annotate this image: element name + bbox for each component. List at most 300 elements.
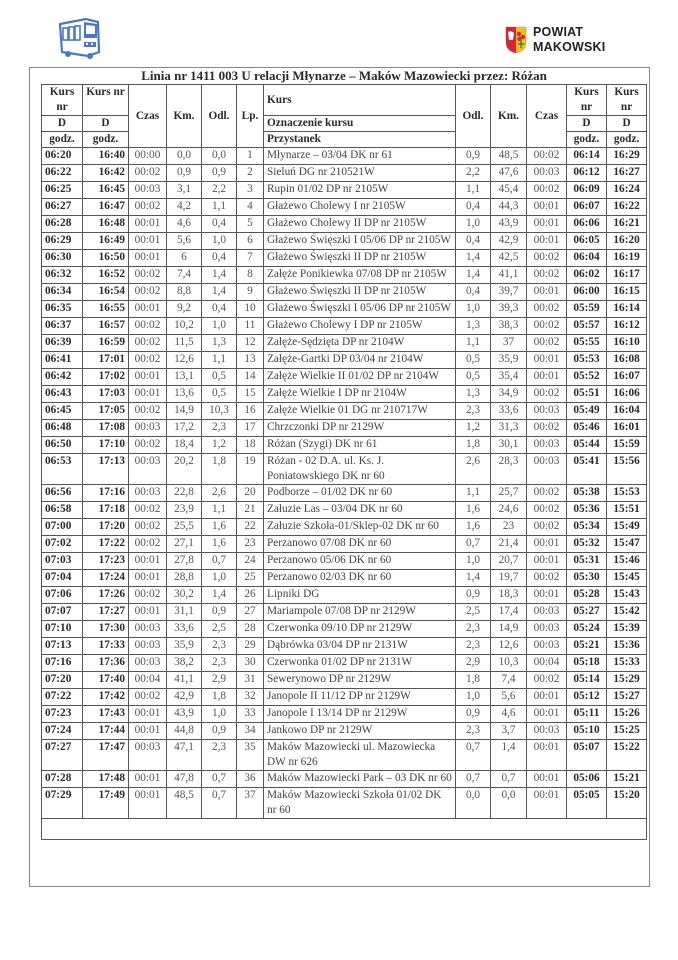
travel-time: 00:01	[129, 553, 167, 570]
km-cumulative: 5,6	[167, 233, 202, 250]
km-cumulative: 35,9	[167, 638, 202, 655]
table-row	[42, 250, 647, 267]
header-kurs-nr-3: Kurs nr	[567, 85, 607, 116]
departure-time-1: 06:20	[42, 148, 83, 165]
km-return: 7,4	[491, 672, 527, 689]
return-time-2: 16:19	[607, 250, 647, 267]
stop-name: Dąbrówka 03/04 DP nr 2131W	[264, 638, 456, 655]
km-cumulative: 30,2	[167, 587, 202, 604]
return-time-1: 06:02	[567, 267, 607, 284]
return-time-1: 06:05	[567, 233, 607, 250]
travel-time-return: 00:01	[527, 788, 567, 819]
travel-time-return: 00:02	[527, 267, 567, 284]
stop-name: Mariampole 07/08 DP nr 2129W	[264, 604, 456, 621]
return-time-1: 06:06	[567, 216, 607, 233]
table-row	[42, 536, 647, 553]
km-cumulative: 13,1	[167, 369, 202, 386]
km-return: 44,3	[491, 199, 527, 216]
table-row	[42, 604, 647, 621]
km-cumulative: 38,2	[167, 655, 202, 672]
km-cumulative: 4,6	[167, 216, 202, 233]
departure-time-2: 16:57	[83, 318, 129, 335]
header-d-3: D	[567, 116, 607, 132]
travel-time: 00:01	[129, 216, 167, 233]
km-cumulative: 0,9	[167, 165, 202, 182]
travel-time-return: 00:02	[527, 148, 567, 165]
bus-icon	[56, 16, 102, 60]
km-return: 42,5	[491, 250, 527, 267]
stop-number: 31	[237, 672, 264, 689]
header-przystanek: Przystanek	[264, 132, 456, 148]
km-return: 0,7	[491, 771, 527, 788]
timetable	[41, 68, 647, 840]
km-return: 5,6	[491, 689, 527, 706]
km-return: 12,6	[491, 638, 527, 655]
km-return: 34,9	[491, 386, 527, 403]
travel-time-return: 00:03	[527, 437, 567, 454]
stop-number: 18	[237, 437, 264, 454]
travel-time: 00:02	[129, 267, 167, 284]
stop-name: Różan (Szygi) DK nr 61	[264, 437, 456, 454]
table-row	[42, 672, 647, 689]
return-time-1: 05:24	[567, 621, 607, 638]
table-row	[42, 233, 647, 250]
distance: 1,0	[202, 570, 237, 587]
stop-number: 21	[237, 502, 264, 519]
return-time-1: 05:07	[567, 740, 607, 771]
table-row	[42, 403, 647, 420]
distance-return: 2,3	[456, 723, 491, 740]
table-row	[42, 420, 647, 437]
return-time-1: 05:46	[567, 420, 607, 437]
stop-number: 7	[237, 250, 264, 267]
departure-time-1: 07:27	[42, 740, 83, 771]
travel-time-return: 00:01	[527, 706, 567, 723]
return-time-1: 05:44	[567, 437, 607, 454]
departure-time-1: 06:45	[42, 403, 83, 420]
stop-number: 33	[237, 706, 264, 723]
distance: 1,0	[202, 706, 237, 723]
travel-time: 00:02	[129, 199, 167, 216]
stop-number: 11	[237, 318, 264, 335]
distance: 2,3	[202, 638, 237, 655]
distance-return: 2,6	[456, 454, 491, 485]
return-time-1: 05:34	[567, 519, 607, 536]
km-return: 0,0	[491, 788, 527, 819]
stop-name: Sewerynowo DP nr 2129W	[264, 672, 456, 689]
return-time-2: 16:14	[607, 301, 647, 318]
stop-name: Jankowo DP nr 2129W	[264, 723, 456, 740]
travel-time-return: 00:02	[527, 386, 567, 403]
header-czas: Czas	[129, 85, 167, 148]
distance-return: 1,0	[456, 689, 491, 706]
return-time-1: 05:49	[567, 403, 607, 420]
timetable-title: Linia nr 1411 003 U relacji Młynarze – Maków Mazowiecki przez: Różan	[42, 68, 647, 85]
stop-name: Głażewo Cholewy I DP nr 2105W	[264, 318, 456, 335]
table-row	[42, 638, 647, 655]
departure-time-2: 17:26	[83, 587, 129, 604]
stop-name: Lipniki DG	[264, 587, 456, 604]
stop-number: 17	[237, 420, 264, 437]
distance: 1,1	[202, 352, 237, 369]
distance: 2,5	[202, 621, 237, 638]
stop-number: 25	[237, 570, 264, 587]
km-return: 42,9	[491, 233, 527, 250]
travel-time: 00:03	[129, 485, 167, 502]
table-row	[42, 386, 647, 403]
travel-time: 00:03	[129, 638, 167, 655]
stop-name: Głażewo Święszki II DP nr 2105W	[264, 250, 456, 267]
table-row	[42, 284, 647, 301]
stop-number: 10	[237, 301, 264, 318]
table-row	[42, 165, 647, 182]
stop-name: Załęże Wielkie 01 DG nr 210717W	[264, 403, 456, 420]
travel-time: 00:03	[129, 655, 167, 672]
return-time-2: 15:49	[607, 519, 647, 536]
departure-time-1: 06:22	[42, 165, 83, 182]
return-time-1: 06:07	[567, 199, 607, 216]
distance-return: 0,9	[456, 148, 491, 165]
stop-number: 19	[237, 454, 264, 485]
km-return: 20,7	[491, 553, 527, 570]
km-cumulative: 25,5	[167, 519, 202, 536]
stop-number: 4	[237, 199, 264, 216]
departure-time-2: 16:40	[83, 148, 129, 165]
km-cumulative: 27,1	[167, 536, 202, 553]
distance: 2,3	[202, 740, 237, 771]
distance: 0,7	[202, 553, 237, 570]
return-time-2: 16:01	[607, 420, 647, 437]
blank-row	[42, 819, 647, 840]
stop-name: Załęże Wielkie II 01/02 DP nr 2104W	[264, 369, 456, 386]
return-time-1: 06:04	[567, 250, 607, 267]
stop-number: 6	[237, 233, 264, 250]
return-time-1: 05:53	[567, 352, 607, 369]
return-time-1: 05:14	[567, 672, 607, 689]
km-cumulative: 10,2	[167, 318, 202, 335]
departure-time-1: 06:56	[42, 485, 83, 502]
stop-number: 9	[237, 284, 264, 301]
departure-time-1: 06:32	[42, 267, 83, 284]
stop-number: 28	[237, 621, 264, 638]
km-cumulative: 11,5	[167, 335, 202, 352]
return-time-1: 05:55	[567, 335, 607, 352]
travel-time: 00:02	[129, 587, 167, 604]
return-time-1: 05:32	[567, 536, 607, 553]
table-row	[42, 689, 647, 706]
travel-time-return: 00:01	[527, 284, 567, 301]
travel-time: 00:04	[129, 672, 167, 689]
logo-line-2: MAKOWSKI	[533, 40, 606, 54]
distance: 1,8	[202, 454, 237, 485]
stop-number: 23	[237, 536, 264, 553]
departure-time-2: 17:02	[83, 369, 129, 386]
departure-time-1: 07:22	[42, 689, 83, 706]
departure-time-2: 17:27	[83, 604, 129, 621]
return-time-2: 16:22	[607, 199, 647, 216]
km-cumulative: 44,8	[167, 723, 202, 740]
departure-time-1: 07:28	[42, 771, 83, 788]
km-return: 48,5	[491, 148, 527, 165]
return-time-2: 15:20	[607, 788, 647, 819]
km-cumulative: 27,8	[167, 553, 202, 570]
table-row	[42, 437, 647, 454]
travel-time: 00:03	[129, 420, 167, 437]
km-cumulative: 48,5	[167, 788, 202, 819]
return-time-2: 15:56	[607, 454, 647, 485]
travel-time: 00:02	[129, 284, 167, 301]
return-time-1: 05:51	[567, 386, 607, 403]
stop-number: 14	[237, 369, 264, 386]
departure-time-2: 17:18	[83, 502, 129, 519]
stop-number: 36	[237, 771, 264, 788]
stop-name: Załęże-Sędzięta DP nr 2104W	[264, 335, 456, 352]
stop-name: Czerwonka 09/10 DP nr 2129W	[264, 621, 456, 638]
distance: 0,7	[202, 788, 237, 819]
distance-return: 2,9	[456, 655, 491, 672]
travel-time: 00:01	[129, 706, 167, 723]
km-return: 37	[491, 335, 527, 352]
km-return: 18,3	[491, 587, 527, 604]
km-return: 10,3	[491, 655, 527, 672]
departure-time-1: 07:10	[42, 621, 83, 638]
stop-number: 15	[237, 386, 264, 403]
table-row	[42, 706, 647, 723]
title-row	[42, 68, 647, 85]
return-time-2: 15:21	[607, 771, 647, 788]
km-return: 39,3	[491, 301, 527, 318]
stop-name: Janopole II 11/12 DP nr 2129W	[264, 689, 456, 706]
timetable-body	[42, 148, 647, 840]
travel-time-return: 00:02	[527, 250, 567, 267]
return-time-2: 16:04	[607, 403, 647, 420]
stop-name: Załuzie Las – 03/04 DK nr 60	[264, 502, 456, 519]
distance-return: 1,3	[456, 318, 491, 335]
distance-return: 0,4	[456, 284, 491, 301]
distance: 1,0	[202, 233, 237, 250]
return-time-2: 15:51	[607, 502, 647, 519]
km-cumulative: 42,9	[167, 689, 202, 706]
distance-return: 0,7	[456, 740, 491, 771]
return-time-1: 05:27	[567, 604, 607, 621]
travel-time: 00:01	[129, 250, 167, 267]
return-time-2: 15:47	[607, 536, 647, 553]
km-return: 1,4	[491, 740, 527, 771]
stop-number: 8	[237, 267, 264, 284]
travel-time: 00:03	[129, 740, 167, 771]
distance-return: 0,5	[456, 352, 491, 369]
return-time-2: 15:25	[607, 723, 647, 740]
travel-time-return: 00:03	[527, 638, 567, 655]
km-return: 24,6	[491, 502, 527, 519]
blank-cell	[42, 819, 647, 840]
header-godz-1: godz.	[42, 132, 83, 148]
travel-time: 00:03	[129, 621, 167, 638]
stop-number: 12	[237, 335, 264, 352]
distance: 2,6	[202, 485, 237, 502]
travel-time: 00:01	[129, 369, 167, 386]
distance-return: 1,1	[456, 485, 491, 502]
travel-time: 00:02	[129, 335, 167, 352]
distance-return: 0,7	[456, 536, 491, 553]
km-return: 33,6	[491, 403, 527, 420]
km-cumulative: 28,8	[167, 570, 202, 587]
km-cumulative: 4,2	[167, 199, 202, 216]
stop-number: 34	[237, 723, 264, 740]
departure-time-2: 17:30	[83, 621, 129, 638]
departure-time-2: 17:03	[83, 386, 129, 403]
stop-name: Załęże-Gartki DP 03/04 nr 2104W	[264, 352, 456, 369]
travel-time: 00:01	[129, 788, 167, 819]
distance: 1,3	[202, 335, 237, 352]
departure-time-1: 07:20	[42, 672, 83, 689]
departure-time-2: 16:59	[83, 335, 129, 352]
header-lp: Lp.	[237, 85, 264, 148]
travel-time: 00:01	[129, 771, 167, 788]
travel-time-return: 00:03	[527, 403, 567, 420]
header-d-2: D	[83, 116, 129, 132]
travel-time-return: 00:04	[527, 655, 567, 672]
distance-return: 1,1	[456, 335, 491, 352]
return-time-2: 16:08	[607, 352, 647, 369]
km-return: 41,1	[491, 267, 527, 284]
travel-time-return: 00:01	[527, 369, 567, 386]
return-time-2: 15:42	[607, 604, 647, 621]
stop-number: 29	[237, 638, 264, 655]
travel-time: 00:01	[129, 570, 167, 587]
km-return: 31,3	[491, 420, 527, 437]
departure-time-1: 07:16	[42, 655, 83, 672]
return-time-2: 16:06	[607, 386, 647, 403]
departure-time-2: 17:42	[83, 689, 129, 706]
table-row	[42, 267, 647, 284]
travel-time-return: 00:03	[527, 165, 567, 182]
distance-return: 2,2	[456, 165, 491, 182]
travel-time-return: 00:01	[527, 553, 567, 570]
distance-return: 1,4	[456, 250, 491, 267]
stop-number: 27	[237, 604, 264, 621]
travel-time-return: 00:02	[527, 570, 567, 587]
table-row	[42, 148, 647, 165]
travel-time-return: 00:03	[527, 454, 567, 485]
km-return: 19,7	[491, 570, 527, 587]
departure-time-1: 06:43	[42, 386, 83, 403]
table-row	[42, 199, 647, 216]
departure-time-2: 17:08	[83, 420, 129, 437]
distance-return: 1,4	[456, 570, 491, 587]
km-cumulative: 20,2	[167, 454, 202, 485]
travel-time-return: 00:03	[527, 604, 567, 621]
stop-name: Janopole I 13/14 DP nr 2129W	[264, 706, 456, 723]
travel-time: 00:02	[129, 437, 167, 454]
return-time-2: 16:29	[607, 148, 647, 165]
km-cumulative: 6	[167, 250, 202, 267]
departure-time-1: 07:13	[42, 638, 83, 655]
distance-return: 0,4	[456, 233, 491, 250]
stop-name: Załuzie Szkoła-01/Sklep-02 DK nr 60	[264, 519, 456, 536]
distance-return: 1,8	[456, 672, 491, 689]
header-odl: Odl.	[202, 85, 237, 148]
travel-time-return: 00:03	[527, 621, 567, 638]
km-return: 17,4	[491, 604, 527, 621]
distance-return: 2,3	[456, 621, 491, 638]
km-cumulative: 17,2	[167, 420, 202, 437]
distance-return: 1,0	[456, 553, 491, 570]
distance: 2,2	[202, 182, 237, 199]
travel-time: 00:01	[129, 301, 167, 318]
table-row	[42, 485, 647, 502]
departure-time-2: 17:24	[83, 570, 129, 587]
header-kurs-nr-4: Kurs nr	[607, 85, 647, 116]
distance-return: 0,9	[456, 706, 491, 723]
km-return: 28,3	[491, 454, 527, 485]
table-row	[42, 182, 647, 199]
return-time-1: 05:52	[567, 369, 607, 386]
distance: 1,4	[202, 587, 237, 604]
departure-time-2: 16:42	[83, 165, 129, 182]
stop-name: Głażewo Święszki I 05/06 DP nr 2105W	[264, 233, 456, 250]
departure-time-2: 16:50	[83, 250, 129, 267]
county-crest-icon	[505, 26, 527, 54]
table-row	[42, 553, 647, 570]
return-time-2: 16:20	[607, 233, 647, 250]
distance: 1,4	[202, 267, 237, 284]
travel-time: 00:01	[129, 723, 167, 740]
return-time-2: 15:27	[607, 689, 647, 706]
return-time-2: 15:45	[607, 570, 647, 587]
return-time-2: 16:10	[607, 335, 647, 352]
travel-time-return: 00:02	[527, 672, 567, 689]
departure-time-2: 17:44	[83, 723, 129, 740]
travel-time-return: 00:01	[527, 587, 567, 604]
departure-time-1: 06:53	[42, 454, 83, 485]
travel-time-return: 00:02	[527, 485, 567, 502]
travel-time: 00:01	[129, 604, 167, 621]
return-time-2: 16:24	[607, 182, 647, 199]
return-time-1: 05:59	[567, 301, 607, 318]
table-row	[42, 335, 647, 352]
departure-time-2: 17:20	[83, 519, 129, 536]
km-cumulative: 7,4	[167, 267, 202, 284]
departure-time-1: 06:39	[42, 335, 83, 352]
table-row	[42, 216, 647, 233]
table-row	[42, 318, 647, 335]
distance: 0,4	[202, 301, 237, 318]
distance-return: 0,9	[456, 587, 491, 604]
travel-time: 00:02	[129, 502, 167, 519]
departure-time-1: 06:29	[42, 233, 83, 250]
stop-number: 3	[237, 182, 264, 199]
km-cumulative: 0,0	[167, 148, 202, 165]
table-row	[42, 621, 647, 638]
distance: 1,0	[202, 318, 237, 335]
return-time-1: 05:31	[567, 553, 607, 570]
distance-return: 0,4	[456, 199, 491, 216]
stop-name: Młynarze – 03/04 DK nr 61	[264, 148, 456, 165]
distance-return: 1,8	[456, 437, 491, 454]
stop-number: 37	[237, 788, 264, 819]
stop-number: 24	[237, 553, 264, 570]
return-time-2: 15:53	[607, 485, 647, 502]
departure-time-1: 06:48	[42, 420, 83, 437]
travel-time: 00:03	[129, 454, 167, 485]
logo-text	[533, 25, 605, 55]
table-row	[42, 655, 647, 672]
departure-time-1: 06:25	[42, 182, 83, 199]
stop-number: 32	[237, 689, 264, 706]
stop-number: 22	[237, 519, 264, 536]
travel-time: 00:02	[129, 536, 167, 553]
